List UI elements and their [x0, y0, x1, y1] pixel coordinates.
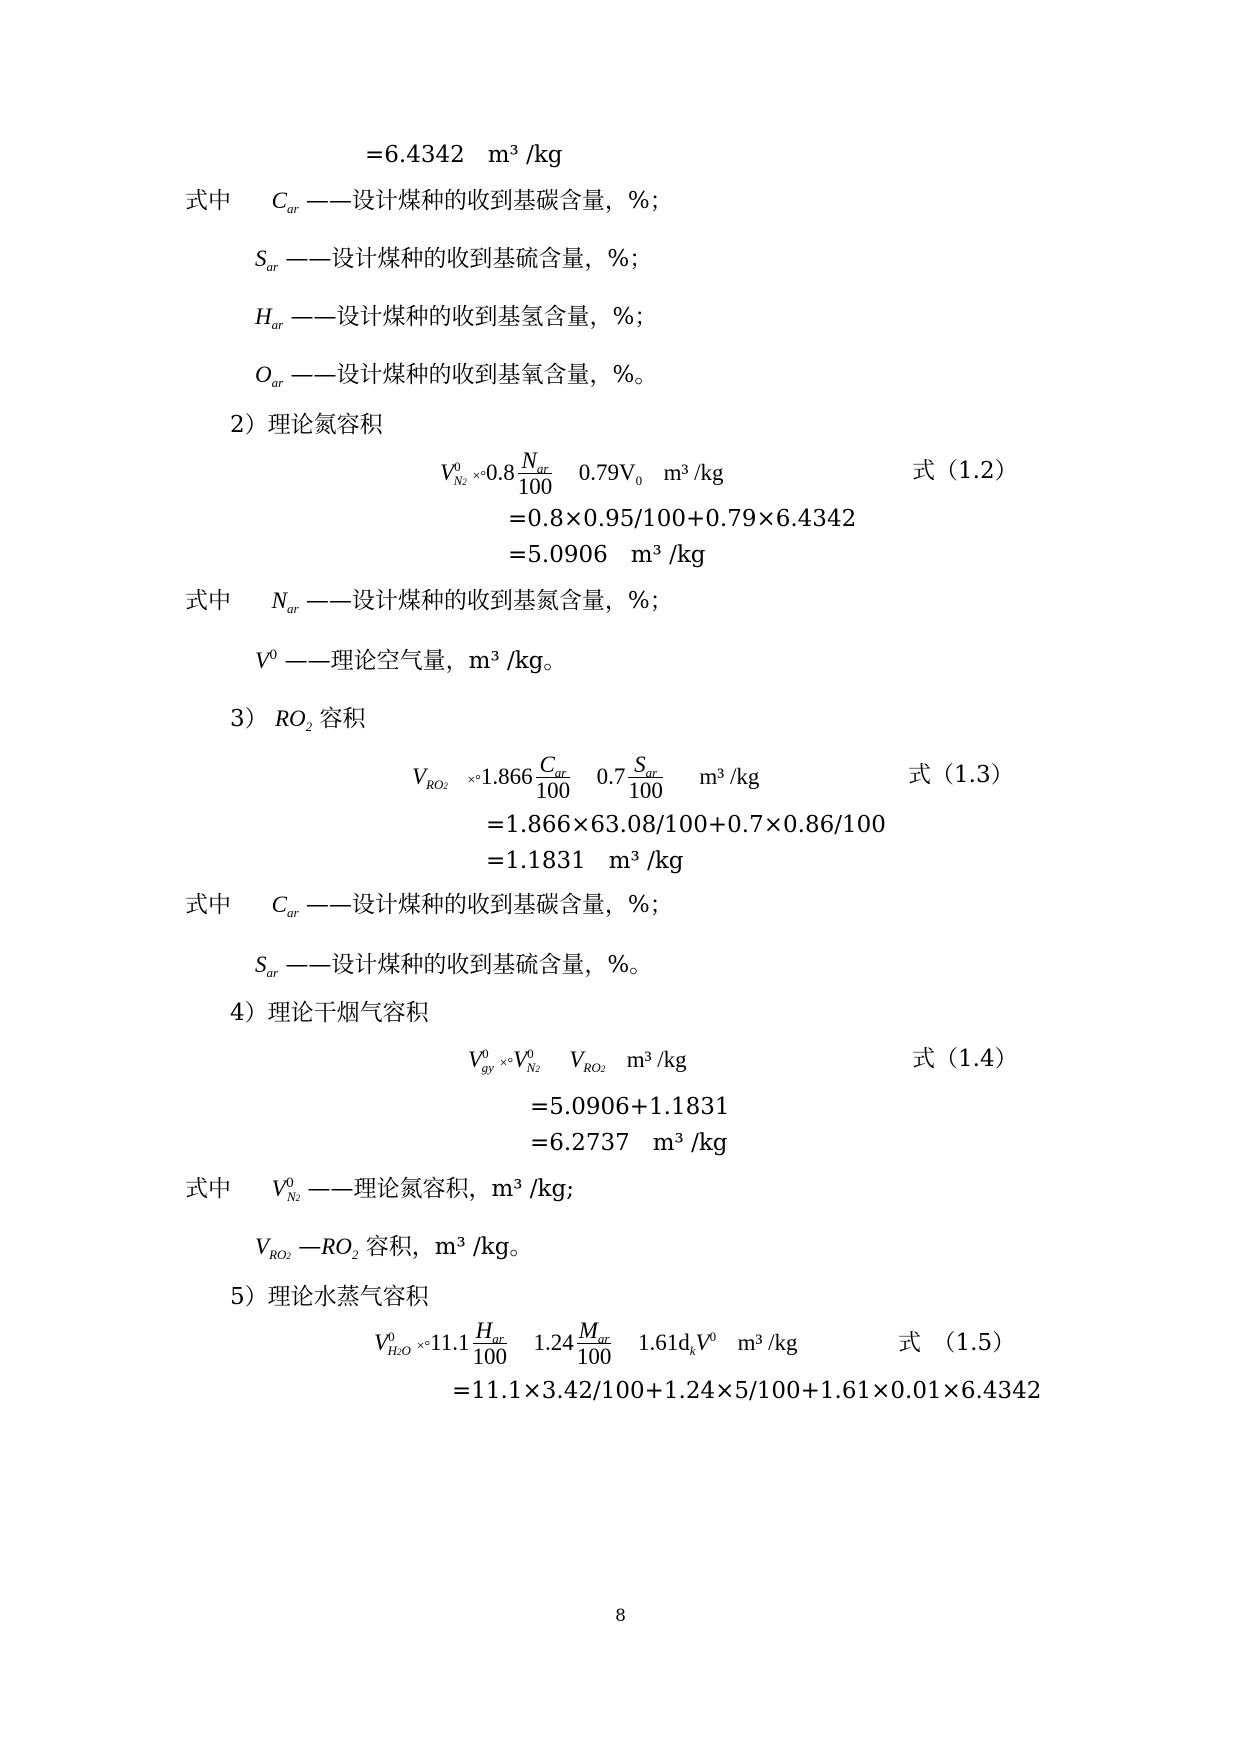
equation-1-2: $V^0_{N2} \times^\circ 0.8$ $\frac{N_{ar}}{100}$ $0.79V_0$ m³ /kg — [440, 448, 724, 500]
equation-1-5: $V^0_{H2O} \times^\circ 11.1$ $\frac{H_{ar}}{100}$ 1.24 $\frac{M_{ar}}{100}$ $1.61d_kV^0$ m³ /kg — [374, 1318, 798, 1370]
definition-oar — [255, 360, 657, 390]
symbol-ar-sub: ar — [286, 201, 299, 216]
symbol-s: S — [255, 246, 267, 271]
eq2-unit: m³ /kg — [663, 460, 724, 485]
definition-vro2: $V_{RO2}$ $—RO_2$ 容积，m³ /kg。 — [255, 1234, 533, 1262]
definition-nar: 式中 $N_{ar}$ ——设计煤种的收到基氮含量，%； — [185, 588, 673, 616]
definition-vn2: 式中 $V^0_{N2}$ ——理论氮容积，m³ /kg; — [185, 1176, 574, 1204]
equation-number-1-2: 式（1.2） — [912, 458, 1018, 484]
eq5-coef1: 11.1 — [430, 1330, 470, 1355]
eq5-fraction-2: $\frac{M_{ar}}{100}$ — [576, 1318, 612, 1370]
equation-1-3: $V_{RO2} \times^\circ 1.866$ $\frac{C_{ar}}{100}$ 0.7 $\frac{S_{ar}}{100}$ m³ /kg — [412, 752, 760, 804]
eq4-calculation: =5.0906+1.1831 — [530, 1094, 730, 1120]
definition-sar-2: $S_{ar}$ ——设计煤种的收到基硫含量，%。 — [255, 952, 653, 980]
subscript-n2: N2 — [453, 473, 467, 488]
eq3-result: =1.1831 m³ /kg — [486, 848, 684, 874]
eq3-fraction-1: $\frac{C_{ar}}{100}$ — [535, 752, 571, 804]
symbol-ro2: $RO_2$ — [274, 706, 313, 734]
nar-description: ——设计煤种的收到基氮含量，%； — [305, 588, 673, 614]
symbol-ar-sub: ar — [266, 259, 279, 274]
eq3-unit: m³ /kg — [699, 764, 760, 789]
definition-car-2: 式中 $C_{ar}$ ——设计煤种的收到基碳含量，%； — [185, 892, 673, 920]
shizhong-label: 式中 — [185, 588, 231, 614]
eq3-fraction-2: $\frac{S_{ar}}{100}$ — [628, 752, 663, 804]
eq3-coef2: 0.7 — [596, 764, 626, 789]
symbol-v: V — [440, 460, 455, 485]
eq2-fraction: $\frac{N_{ar}}{100}$ — [517, 448, 553, 500]
eq2-coef1: 0.8 — [485, 460, 515, 485]
eq5-unit: m³ /kg — [737, 1330, 798, 1355]
v0-description: ——理论空气量，m³ /kg。 — [284, 648, 567, 674]
equation-1-4: $V^0_{gy} \times^\circ V^0_{N2}$ $V_{RO2}$ m³ /kg — [468, 1046, 687, 1075]
equals-glyph: ×° — [472, 469, 486, 484]
section-heading-5: 5）理论水蒸气容积 — [230, 1284, 429, 1310]
result-line-1: =6.4342 m³ /kg — [365, 142, 563, 168]
definition-har — [255, 302, 657, 332]
definition-sar — [255, 244, 652, 274]
equation-number-1-4: 式（1.4） — [912, 1046, 1018, 1072]
oar-description: ——设计煤种的收到基氧含量，%。 — [290, 362, 658, 388]
har-description: ——设计煤种的收到基氢含量，%； — [290, 304, 658, 330]
eq5-coef2: 1.24 — [533, 1330, 574, 1355]
page-number: 8 — [615, 1606, 626, 1626]
eq2-result: =5.0906 m³ /kg — [508, 542, 706, 568]
symbol-c: C — [271, 188, 287, 213]
equation-number-1-5: 式 （1.5） — [898, 1330, 1016, 1356]
equation-number-1-3: 式（1.3） — [908, 762, 1014, 788]
vn2-description: ——理论氮容积，m³ /kg; — [307, 1176, 574, 1202]
section-heading-2: 2）理论氮容积 — [230, 412, 383, 438]
section-heading-4: 4）理论干烟气容积 — [230, 1000, 429, 1026]
definition-car — [185, 186, 673, 216]
shizhong-label: 式中 — [185, 188, 231, 214]
superscript-zero: 0 — [454, 459, 461, 474]
eq3-coef1: 1.866 — [480, 764, 533, 789]
symbol-o: O — [255, 362, 272, 387]
eq5-calculation: =11.1×3.42/100+1.24×5/100+1.61×0.01×6.4342 — [452, 1378, 1042, 1404]
eq5-coef3: 1.61d — [637, 1330, 690, 1355]
section-heading-3: 3） $RO_2$ 容积 — [230, 706, 366, 734]
eq2-coef2: 0.79V — [578, 460, 636, 485]
definition-v0: $V^0$ ——理论空气量，m³ /kg。 — [255, 648, 567, 674]
symbol-n: N — [271, 588, 287, 613]
eq4-unit: m³ /kg — [626, 1047, 687, 1072]
symbol-ar-sub: ar — [271, 317, 284, 332]
sar-description: ——设计煤种的收到基硫含量，%； — [285, 246, 653, 272]
symbol-h: H — [255, 304, 272, 329]
eq3-calculation: =1.866×63.08/100+0.7×0.86/100 — [486, 812, 886, 838]
vro2-description: 容积，m³ /kg。 — [365, 1234, 533, 1260]
symbol-ar-sub: ar — [271, 375, 284, 390]
eq2-calculation: =0.8×0.95/100+0.79×6.4342 — [508, 506, 857, 532]
eq4-result: =6.2737 m³ /kg — [530, 1130, 728, 1156]
car-description: ——设计煤种的收到基碳含量，%； — [305, 188, 673, 214]
symbol-v: V — [255, 648, 270, 673]
eq5-fraction-1: $\frac{H_{ar}}{100}$ — [472, 1318, 507, 1370]
